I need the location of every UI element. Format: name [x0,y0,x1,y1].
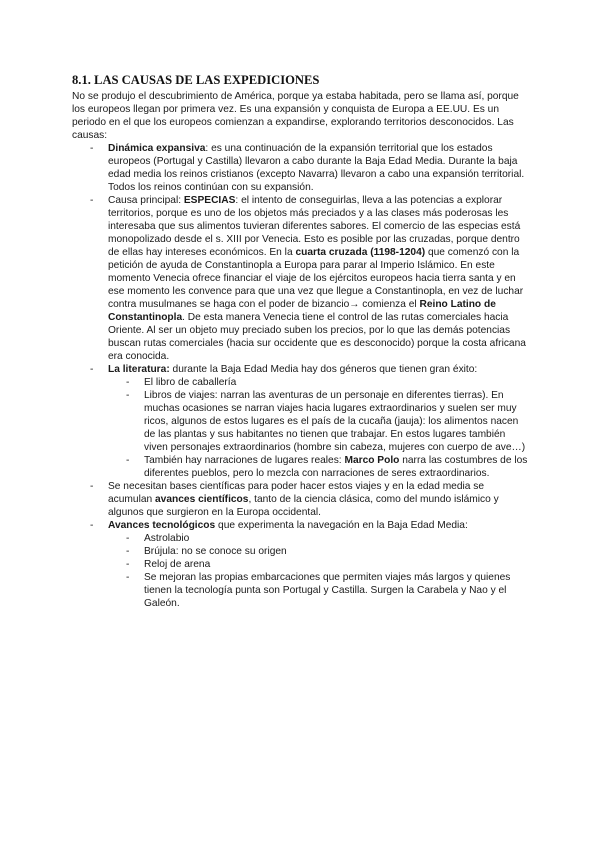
sublist-item: - Reloj de arena [108,558,528,571]
bold-term: cuarta cruzada (1198-1204) [295,247,426,258]
list-item-avances-tecnologicos [72,519,528,610]
list-item-avances-cientificos [72,480,528,519]
causes-list [72,142,528,610]
item-text: narra las costumbres de los diferentes pueblos, pero lo mezcla con narraciones de seres extraordinarios. [144,455,528,479]
item-text: Causa principal: [108,195,184,206]
item-text: que experimenta la navegación en la Baja Edad Media: [215,520,468,531]
intro-paragraph: No se produjo el descubrimiento de América, porque ya estaba habitada, pero se llama así, porque los europeos llegan por primera vez. Es una expansión y conquista de Europa a EE.UU. Es un periodo en el que los europeos comienzan a expandirse, explorando territorios desconocidos. Las causas: [72,91,519,141]
document-page [72,72,528,610]
literatura-sublist [108,376,528,480]
sublist-item: - Brújula: no se conoce su origen [108,545,528,558]
bold-term: Avances tecnológicos [108,520,216,531]
sublist-item: - Astrolabio [108,532,528,545]
sublist-item: - El libro de caballería [108,376,528,389]
bold-term: Marco Polo [344,455,400,466]
item-text: También hay narraciones de lugares reales: [144,455,345,466]
bold-term: La literatura: [108,364,170,375]
list-item-dinamica [72,142,528,194]
bold-term: ESPECIAS [183,195,236,206]
item-text: durante la Baja Edad Media hay dos géneros que tienen gran éxito: [169,364,478,375]
item-text: Se necesitan bases científicas para poder hacer estos viajes y en la edad media se acumulan [108,481,485,505]
tecnologia-sublist [108,532,528,610]
sublist-item: - Se mejoran las propias embarcaciones que permiten viajes más largos y quienes tienen la tecnología punta son Portugal y Castilla. Surgen la Carabela y Nao y el Galeón. [108,571,528,610]
item-text: . De esta manera Venecia tiene el control de las rutas comerciales hacia Oriente. Al ser un objeto muy preciado suben los precios, por lo que las demás potencias buscan rutas comerciales (hacia sur occidente que es desconocido) porque la costa africana era conocida. [108,312,526,362]
sublist-item [108,454,528,480]
bold-term: avances científicos [155,494,249,505]
sublist-item: - Libros de viajes: narran las aventuras de un personaje en diferentes tierras). En muchas ocasiones se narran viajes hacia lugares extraordinarios y suelen ser muy ricos, algunos de estos lugares es el país de la cucaña (jauja): los alimentos nacen de las plantas y sus habitantes no tienen que trabajar. En estos lugares también viven personajes extraordinarios (hombre sin cabeza, mujeres con cuerpo de ave…) [108,389,528,454]
item-text: , tanto de la ciencia clásica, como del mundo islámico y algunos que surgieron en la Europa occidental. [108,494,499,518]
section-title: 8.1. LAS CAUSAS DE LAS EXPEDICIONES [72,73,320,87]
list-item-especias [72,194,528,363]
bold-term: Reino Latino de Constantinopla [108,299,496,323]
item-text: que comenzó con la petición de ayuda de Constantinopla a Europa para parar al Imperio Islámico. En este momento Venecia ofrece financiar el viaje de los ejércitos europeos hacia tierra santa y en ese momento les convence para que una vez que llegue a Constantinopla, en vez de luchar contra musulmanes se haga con el poder de bizancio→ comienza el [108,247,524,310]
bold-term: Dinámica expansiva [108,143,206,154]
list-item-literatura [72,363,528,480]
item-text: : es una continuación de la expansión territorial que los estados europeos (Portugal y Castilla) llevaron a cabo durante la Baja Edad Media. Durante la baja edad media los reinos cristianos (excepto Navarra) llevaron a cabo una expansión territorial. Todos los reinos continúan con su expansión. [108,143,525,193]
item-text: : el intento de conseguirlas, lleva a las potencias a explorar territorios, porque es uno de los objetos más preciados y a las clases más poderosas les interesaba que sus alimentos tuvieran diferentes sabores. El comercio de las especias está monopolizado desde el s. XIII por Venecia. Esto es posible por las cruzadas, porque dentro de ellas hay intereses económicos. En la [108,195,521,258]
